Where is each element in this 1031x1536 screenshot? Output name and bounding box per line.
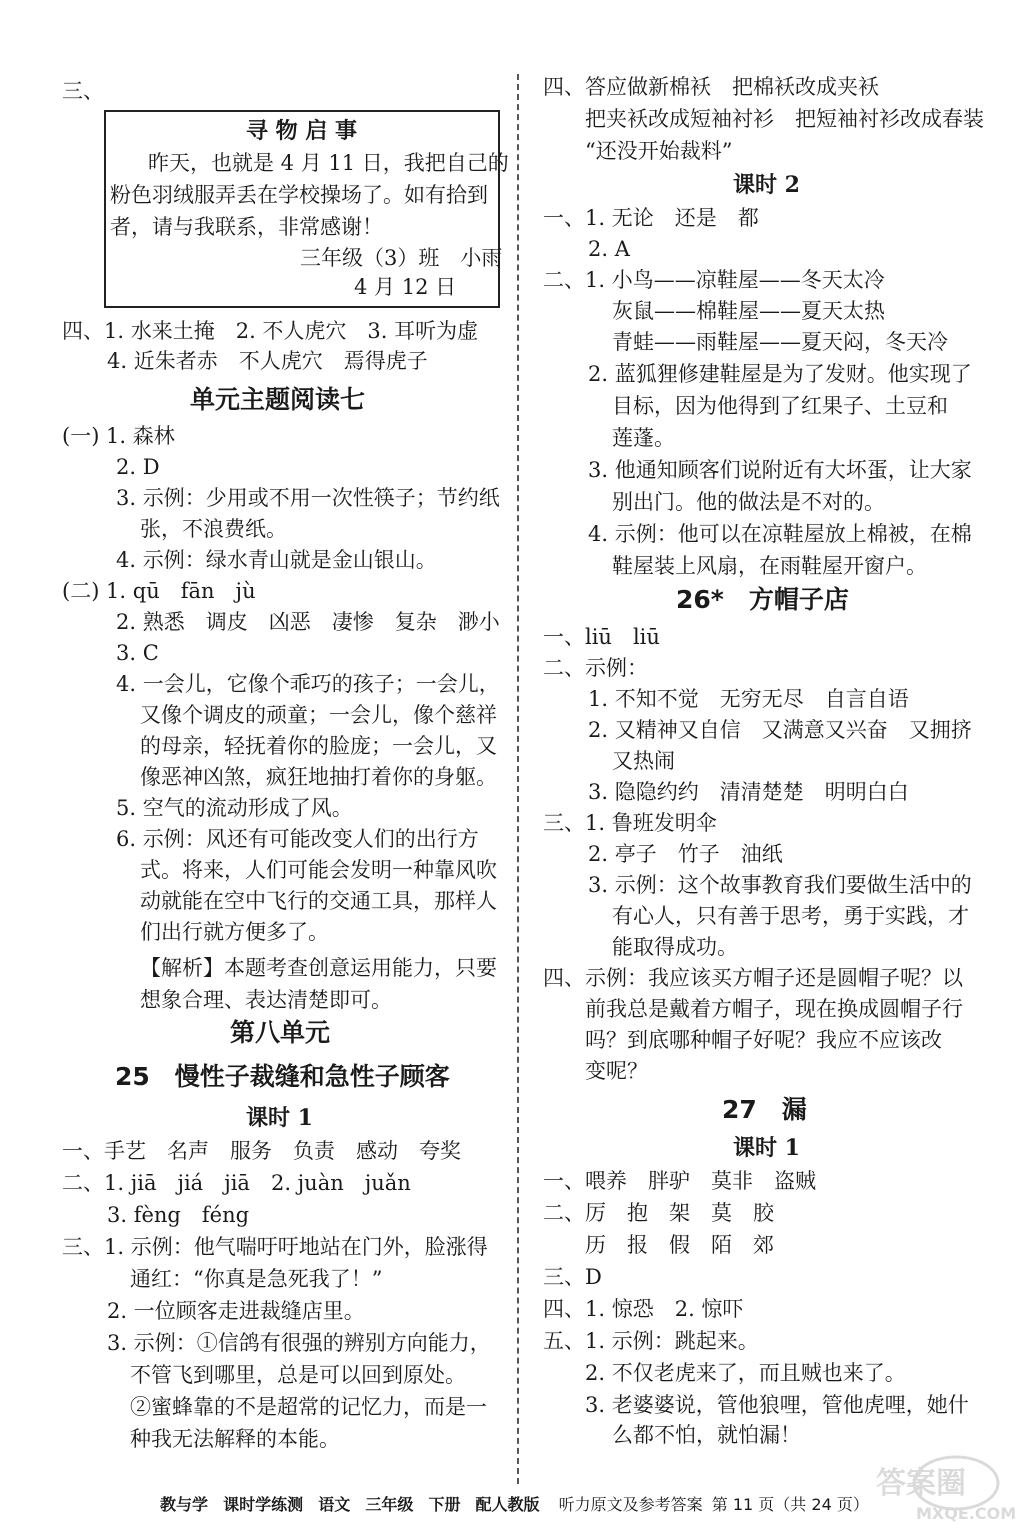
page-footer [160, 1492, 869, 1515]
answer-line: 4. 示例：绿水青山就是金山银山。 [116, 548, 437, 572]
answer-line: 青蛙——雨鞋屋——夏天闷，冬天冷 [612, 330, 948, 354]
answer-line: 三、1. 示例：他气喘吁吁地站在门外，脸涨得 [62, 1235, 488, 1259]
footer-series: 课时学练测 [223, 1495, 304, 1514]
answer-line: 6. 示例：风还有可能改变人们的出行方 [116, 827, 479, 851]
answer-line: 一、喂养 胖驴 莫非 盗贼 [543, 1169, 816, 1193]
answer-line: 能取得成功。 [612, 935, 738, 959]
section-heading: 第八单元 [230, 1018, 331, 1047]
answer-line: 么都不怕，就怕漏！ [612, 1423, 801, 1447]
subheading: 课时 1 [733, 1135, 800, 1161]
answer-line: 一、liū liū [543, 625, 660, 649]
answer-line: 四、1. 惊恐 2. 惊吓 [543, 1297, 744, 1321]
answer-line: “还没开始裁料” [585, 139, 733, 163]
answer-line: 四、示例：我应该买方帽子还是圆帽子呢？以 [543, 966, 963, 990]
answer-line: 四、1. 水来土掩 2. 不人虎穴 3. 耳听为虚 [62, 319, 479, 343]
answer-line: 莲蓬。 [612, 426, 675, 450]
answer-line: 3. 示例：这个故事教育我们要做生活中的 [588, 873, 972, 897]
answer-line: 的母亲，轻抚着你的脸庞；一会儿，又 [140, 734, 497, 758]
answer-line: 五、1. 示例：跳起来。 [543, 1329, 759, 1353]
footer-brand: 教与学 [160, 1495, 209, 1514]
answer-line: 2. D [116, 455, 160, 479]
section-heading: 单元主题阅读七 [190, 385, 366, 414]
answer-line: 式。将来，人们可能会发明一种靠风吹 [140, 858, 497, 882]
answer-line: 张，不浪费纸。 [140, 517, 287, 541]
column-divider [517, 74, 519, 1484]
answer-line: 别出门。他的做法是不对的。 [612, 490, 885, 514]
answer-line: 像恶神凶煞，疯狂地抽打着你的身躯。 [140, 765, 497, 789]
answer-line: 2. 亭子 竹子 油纸 [588, 842, 783, 866]
answer-line: 灰鼠——棉鞋屋——夏天太热 [612, 299, 885, 323]
answer-line: 3. 他通知顾客们说附近有大坏蛋，让大家 [588, 458, 972, 482]
watermark-logo [836, 1455, 1016, 1525]
answer-line: 吗？到底哪种帽子好呢？我应不应该改 [585, 1028, 942, 1052]
answer-line: 3. 老婆婆说，管他狼哩，管他虎哩，她什 [585, 1393, 969, 1417]
answer-line: 一、1. 无论 还是 都 [543, 206, 759, 230]
section-heading: 27 漏 [722, 1095, 807, 1124]
answer-line: 把夹袄改成短袖衬衫 把短袖衬衫改成春装 [585, 107, 984, 131]
answer-line: ②蜜蜂靠的不是超常的记忆力，而是一 [130, 1395, 487, 1419]
footer-page-number: 第 11 页（共 24 页） [711, 1495, 869, 1514]
answer-line: 2. 又精神又自信 又满意又兴奋 又拥挤 [588, 718, 972, 742]
answer-line: 2. 一位顾客走进裁缝店里。 [107, 1299, 365, 1323]
answer-line: 粉色羽绒服弄丢在学校操场了。如有拾到 [110, 183, 488, 207]
answer-line: 1. 不知不觉 无穷无尽 自言自语 [588, 687, 909, 711]
answer-line: 2. 不仅老虎来了，而且贼也来了。 [585, 1361, 906, 1385]
answer-line: 不管飞到哪里，总是可以回到原处。 [130, 1363, 466, 1387]
answer-line: 者，请与我联系，非常感谢！ [110, 215, 383, 239]
answer-line: 二、示例： [543, 656, 648, 680]
answer-line: 想象合理、表达清楚即可。 [140, 988, 392, 1012]
answer-line: 二、厉 抱 架 莫 胶 [543, 1201, 774, 1225]
answer-line: 4. 示例：他可以在凉鞋屋放上棉被，在棉 [588, 522, 972, 546]
answer-line: 三、 [62, 79, 104, 103]
watermark-url: MXQE.COM [916, 1504, 1016, 1523]
answer-line: 4. 近朱者赤 不人虎穴 焉得虎子 [107, 349, 428, 373]
answer-line: 3. 示例：①信鸽有很强的辨别方向能力， [107, 1331, 491, 1355]
answer-line: 一、手艺 名声 服务 负责 感动 夸奖 [62, 1139, 461, 1163]
answer-line: 又像个调皮的顽童；一会儿，像个慈祥 [140, 703, 497, 727]
answer-line: 3. C [116, 641, 159, 665]
answer-line: 有心人，只有善于思考，勇于实践，才 [612, 904, 969, 928]
answer-line: 3. 示例：少用或不用一次性筷子；节约纸 [116, 486, 500, 510]
answer-line: 三、1. 鲁班发明伞 [543, 811, 717, 835]
answer-line: 动就能在空中飞行的交通工具，那样人 [140, 889, 497, 913]
answer-line: 昨天，也就是 4 月 11 日，我把自己的 [148, 151, 509, 175]
answer-line: 【解析】本题考查创意运用能力，只要 [140, 956, 497, 980]
answer-line: 二、1. 小鸟——凉鞋屋——冬天太冷 [543, 268, 885, 292]
answer-line: 3. 隐隐约约 清清楚楚 明明白白 [588, 780, 909, 804]
answer-line: 4 月 12 日 [354, 275, 457, 299]
answer-line: 三、D [543, 1265, 602, 1289]
watermark-main-text: 答案圈 [876, 1466, 966, 1501]
answer-line: 2. A [588, 237, 630, 261]
subheading: 寻 物 启 事 [246, 118, 357, 144]
footer-edition: 配人教版 [475, 1495, 540, 1514]
answer-line: 5. 空气的流动形成了风。 [116, 796, 353, 820]
footer-section: 听力原文及参考答案 [558, 1495, 703, 1514]
subheading: 课时 1 [246, 1105, 313, 1131]
answer-line: 2. 熟悉 调皮 凶恶 凄惨 复杂 渺小 [116, 610, 500, 634]
answer-line: 三年级（3）班 小雨 [300, 246, 503, 270]
answer-line: 3. fèng féng [107, 1203, 250, 1227]
footer-subject: 语文 [318, 1495, 351, 1514]
answer-line: 通红：“你真是急死我了！” [130, 1267, 383, 1291]
answer-line: 种我无法解释的本能。 [130, 1427, 340, 1451]
footer-grade: 三年级 [365, 1495, 414, 1514]
answer-line: (一) 1. 森林 [62, 424, 175, 448]
footer-volume: 下册 [428, 1495, 461, 1514]
answer-line: 目标，因为他得到了红果子、土豆和 [612, 394, 948, 418]
section-heading: 26* 方帽子店 [676, 585, 849, 614]
subheading: 课时 2 [733, 172, 800, 198]
answer-line: 鞋屋装上风扇，在雨鞋屋开窗户。 [612, 554, 927, 578]
answer-line: 历 报 假 陌 郊 [585, 1233, 774, 1257]
answer-line: 变呢？ [585, 1059, 648, 1083]
answer-line: 又热闹 [612, 749, 675, 773]
answer-line: 四、答应做新棉袄 把棉袄改成夹袄 [543, 75, 879, 99]
answer-line: 前我总是戴着方帽子，现在换成圆帽子行 [585, 997, 963, 1021]
answer-line: 二、1. jiā jiá jiā 2. juàn juǎn [62, 1171, 411, 1195]
answer-line: 们出行就方便多了。 [140, 920, 329, 944]
answer-line: (二) 1. qū fān jù [62, 579, 256, 603]
section-heading: 25 慢性子裁缝和急性子顾客 [115, 1062, 450, 1091]
answer-line: 4. 一会儿，它像个乖巧的孩子；一会儿， [116, 672, 500, 696]
answer-line: 2. 蓝狐狸修建鞋屋是为了发财。他实现了 [588, 362, 972, 386]
